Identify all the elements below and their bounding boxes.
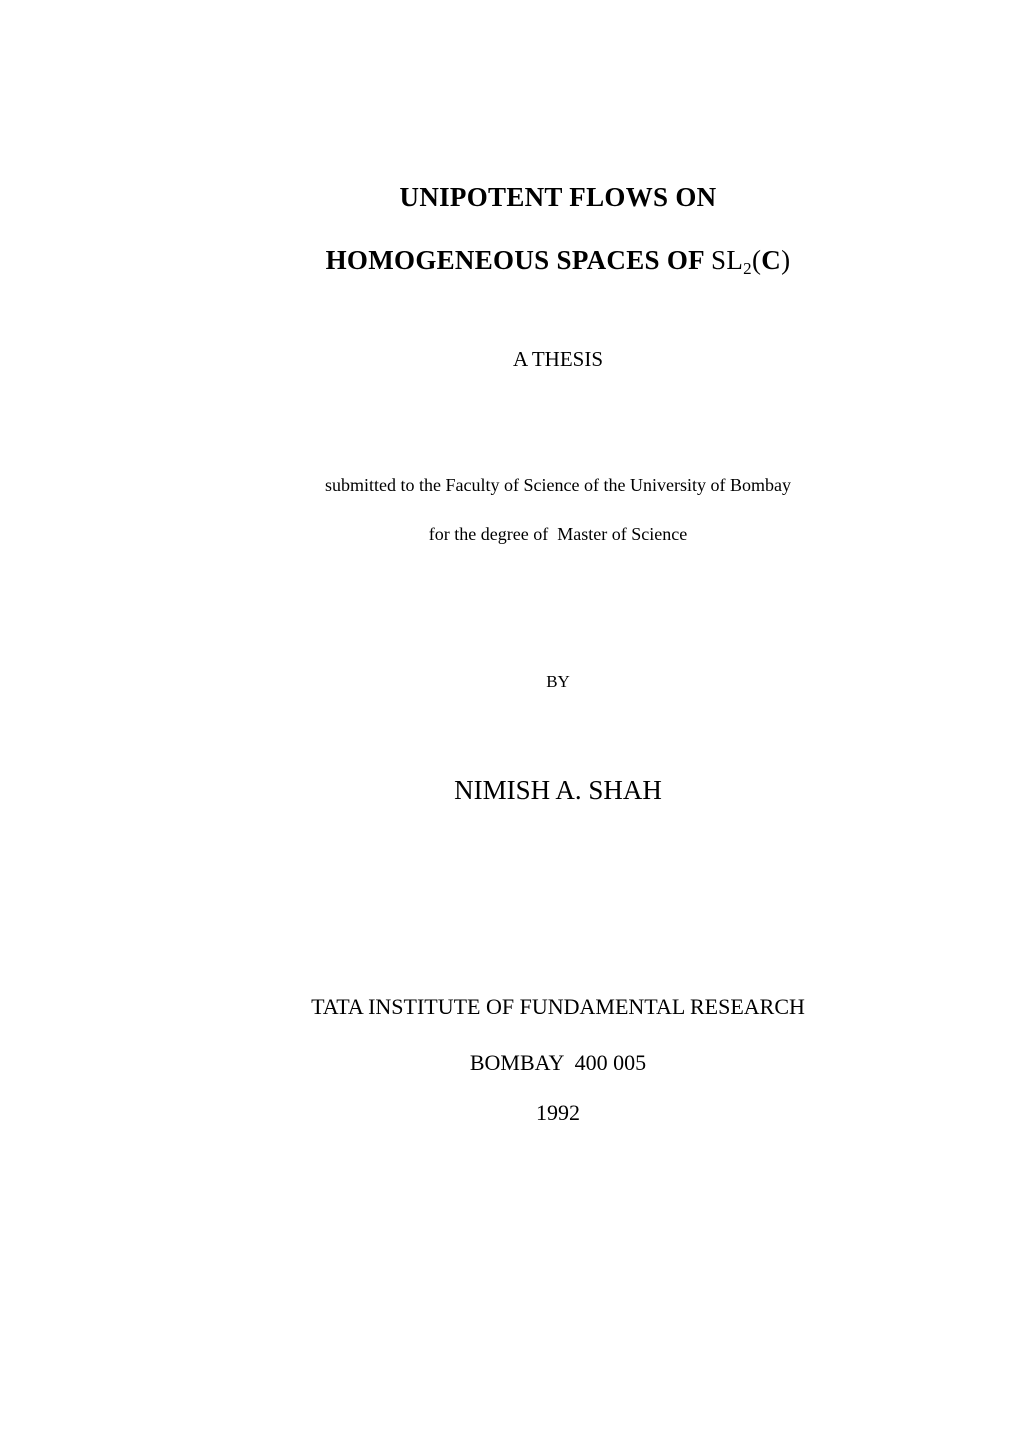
institution-city-code: BOMBAY 400 005 <box>469 1050 647 1075</box>
thesis-title-line-2 <box>48 245 1020 278</box>
title-math-group-symbol: SL <box>711 245 744 275</box>
document-type-label: A THESIS <box>512 347 604 371</box>
title-math-subscript: 2 <box>743 259 752 278</box>
thesis-year: 1992 <box>536 1100 580 1125</box>
author-name: NIMISH A. SHAH <box>454 775 662 805</box>
by-label: BY <box>546 672 570 691</box>
title-math-open-paren: ( <box>751 245 762 275</box>
submission-statement: submitted to the Faculty of Science of the University of Bombay <box>325 475 791 495</box>
title-line-2-text: HOMOGENEOUS SPACES OF <box>325 245 704 275</box>
institution-name: TATA INSTITUTE OF FUNDAMENTAL RESEARCH <box>311 994 805 1019</box>
title-math-close-paren: ) <box>781 245 791 275</box>
degree-statement: for the degree of Master of Science <box>428 524 688 544</box>
title-math-field-symbol: C <box>761 245 782 275</box>
thesis-title-line-1: UNIPOTENT FLOWS ON <box>399 182 717 212</box>
